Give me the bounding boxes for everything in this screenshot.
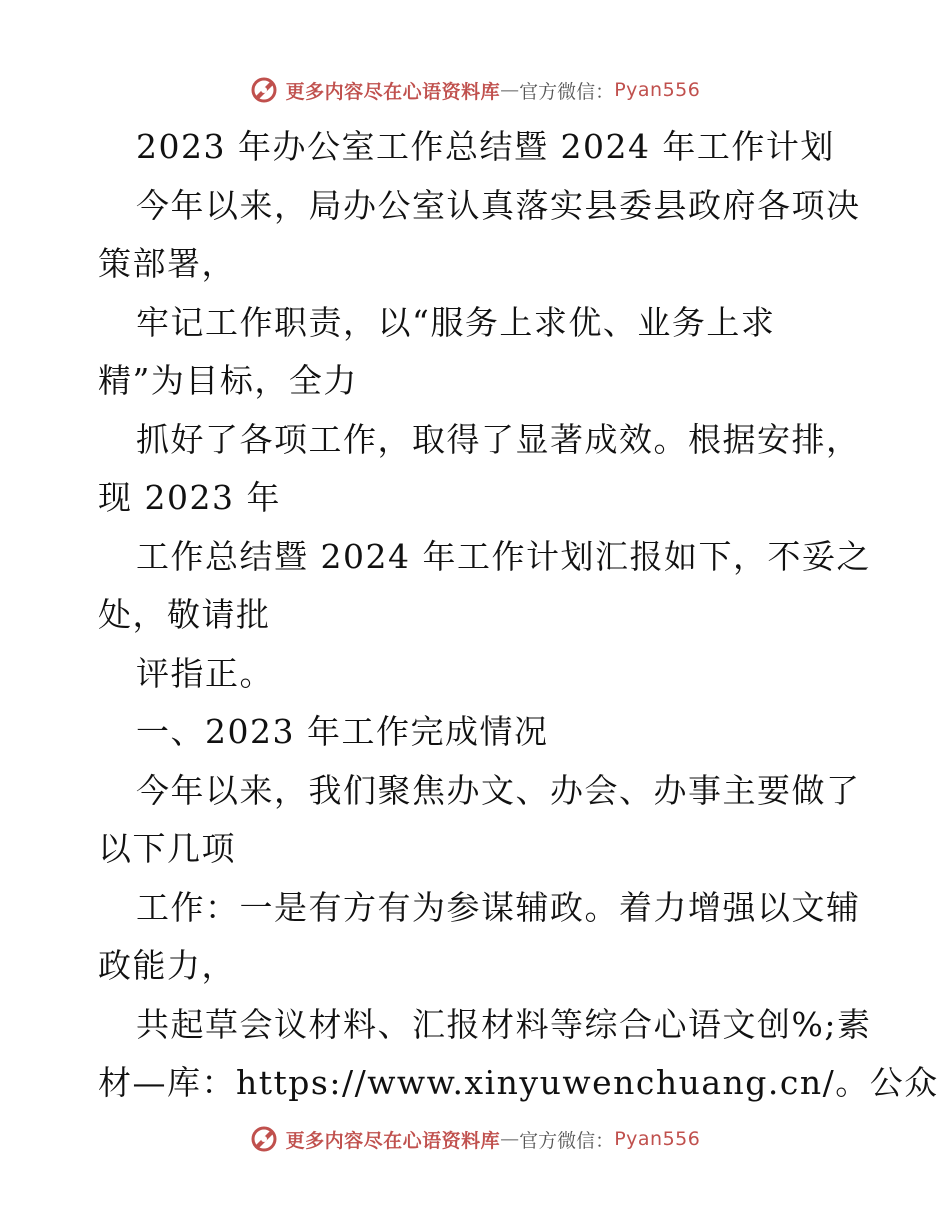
paragraph-line: 处，敬请批 xyxy=(98,595,271,634)
paragraph-line: 政能力， xyxy=(98,946,236,985)
paragraph-line: 材—库：https://www.xinyuwenchuang.cn/。公众 xyxy=(98,1063,939,1102)
paragraph-line: 评指正。 xyxy=(136,653,274,693)
banner-separator: — xyxy=(500,1128,520,1150)
banner-wechat-id: Pyan556 xyxy=(614,1128,701,1150)
paragraph-line: 工作：一是有方有为参谋辅政。着力增强以文辅 xyxy=(136,887,861,927)
paragraph-line: 今年以来，局办公室认真落实县委县政府各项决 xyxy=(136,185,861,225)
footer-banner xyxy=(0,1119,950,1159)
pen-swirl-logo-icon xyxy=(250,76,278,104)
paragraph-line: 策部署， xyxy=(98,244,236,283)
document-body xyxy=(98,118,939,1113)
banner-title: 更多内容尽在心语资料库 xyxy=(285,80,501,103)
paragraph-line: 抓好了各项工作，取得了显著成效。根据安排， xyxy=(136,419,861,459)
paragraph-line: 精”为目标，全力 xyxy=(98,361,358,400)
banner-wechat-id: Pyan556 xyxy=(614,79,701,101)
paragraph-line: 工作总结暨 2024 年工作计划汇报如下，不妥之 xyxy=(136,536,871,576)
paragraph-line: 现 2023 年 xyxy=(98,478,281,517)
paragraph-line: 牢记工作职责，以“服务上求优、业务上求 xyxy=(136,302,776,342)
header-banner xyxy=(0,70,950,110)
banner-wechat-label: 官方微信： xyxy=(519,1129,615,1152)
paragraph-line: 今年以来，我们聚焦办文、办会、办事主要做了 xyxy=(136,770,861,810)
banner-wechat-label: 官方微信： xyxy=(519,80,615,103)
pen-swirl-logo-icon xyxy=(250,1125,278,1153)
paragraph-line: 共起草会议材料、汇报材料等综合心语文创%;素 xyxy=(136,1004,872,1044)
banner-title: 更多内容尽在心语资料库 xyxy=(285,1129,501,1152)
paragraph-line: 以下几项 xyxy=(98,829,236,868)
section-heading: 一、2023 年工作完成情况 xyxy=(136,712,549,751)
banner-separator: — xyxy=(500,79,520,101)
document-title: 2023 年办公室工作总结暨 2024 年工作计划 xyxy=(136,127,835,166)
